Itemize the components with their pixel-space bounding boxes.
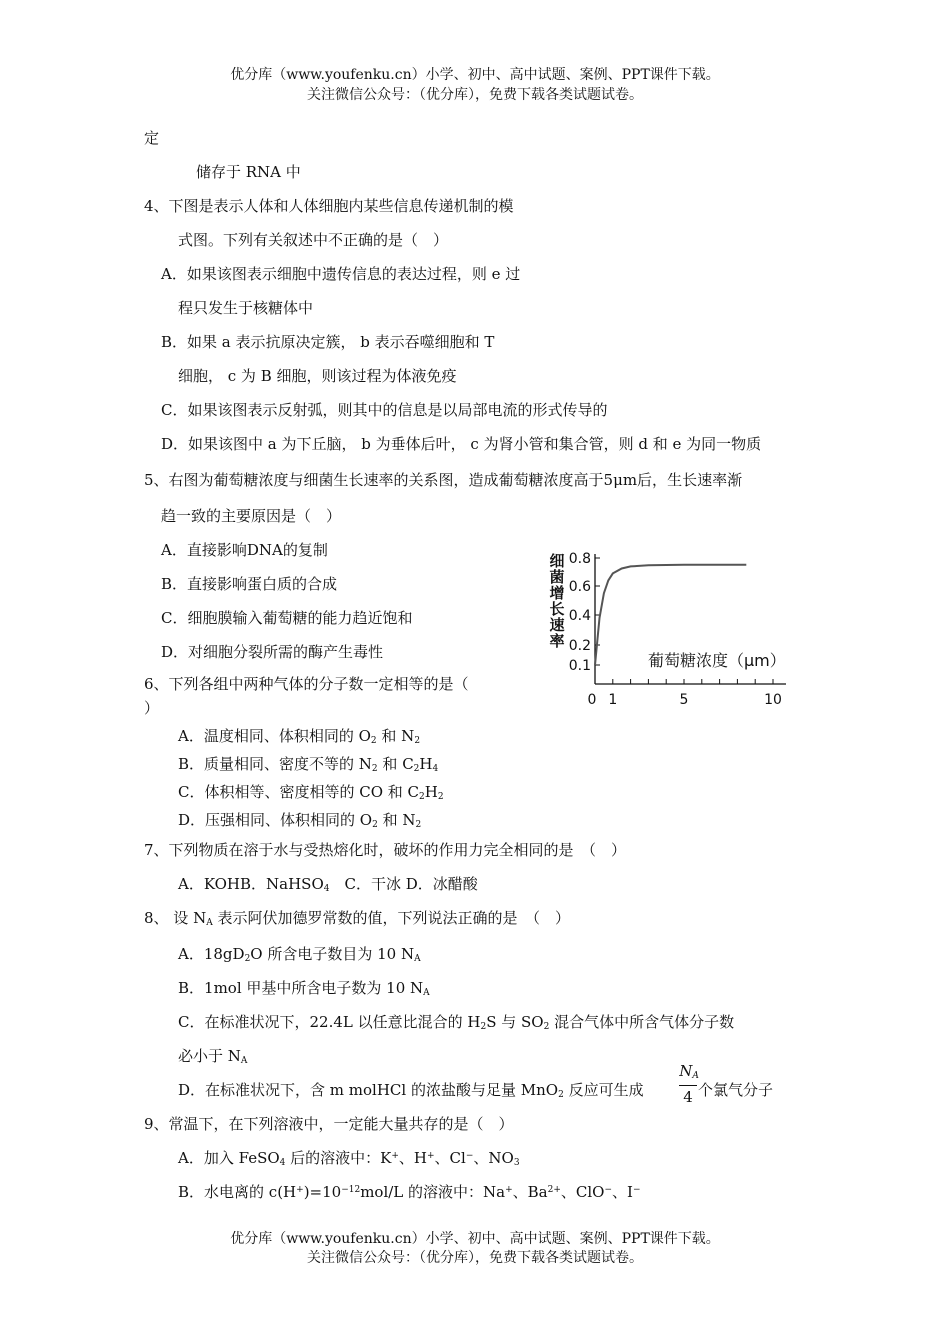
q8-option-d: D．在标准状况下，含 m molHCl 的浓盐酸与足量 MnO$_2$ 反应可生成 [178, 1081, 644, 1100]
q6-stem-line-2: ） [144, 699, 160, 717]
y-axis-label-char: 长 [549, 600, 565, 618]
y-tick-label: 0.4 [568, 608, 591, 624]
q6-option-d: D．压强相同、体积相同的 $O_2$ 和 $N_2$ [178, 811, 422, 830]
carry-line-2: 储存于 RNA 中 [196, 163, 301, 181]
q6-option-a: A．温度相同、体积相同的 $O_2$ 和 $N_2$ [178, 727, 421, 746]
q8-option-c-line-2: 必小于 $N_A$ [178, 1047, 248, 1066]
y-axis-label-char: 率 [549, 632, 565, 650]
q4-stem-line-2: 式图。下列有关叙述中不正确的是（ ） [178, 231, 449, 249]
fraction-bar [679, 1085, 697, 1086]
x-tick-label: 10 [764, 692, 782, 708]
q5-stem-line-1: 5、右图为葡萄糖浓度与细菌生长速率的关系图，造成葡萄糖浓度高于5μm后，生长速率渐 [144, 471, 743, 489]
growth-curve-series [595, 565, 746, 665]
q4-option-c: C．如果该图表示反射弧，则其中的信息是以局部电流的形式传导的 [161, 401, 608, 419]
y-axis-label-char: 速 [549, 616, 565, 634]
q8-option-d-tail: 个氯气分子 [698, 1081, 774, 1099]
y-tick-label: 0.8 [568, 551, 591, 567]
x-axis-label: 葡萄糖浓度（μm） [648, 651, 786, 670]
q8-stem: 8、 设 $N_A$ 表示阿伏加德罗常数的值，下列说法正确的是 （ ） [144, 909, 570, 928]
carry-line-1: 定 [144, 129, 160, 147]
q4-stem-line-1: 4、下图是表示人体和人体细胞内某些信息传递机制的模 [144, 197, 514, 215]
q5-stem-line-2: 趋一致的主要原因是（ ） [161, 507, 342, 525]
y-tick-label: 0.1 [568, 658, 591, 674]
y-axis-label-char: 增 [549, 584, 565, 602]
q4-option-a-line-1: A．如果该图表示细胞中遗传信息的表达过程，则 e 过 [161, 265, 521, 283]
q6-option-b: B．质量相同、密度不等的 $N_2$ 和 $C_2H_4$ [178, 755, 439, 774]
q5-option-c: C．细胞膜输入葡萄糖的能力趋近饱和 [161, 609, 413, 627]
q6-stem-line-1: 6、下列各组中两种气体的分子数一定相等的是（ [144, 675, 469, 693]
x-tick-label: 5 [679, 692, 689, 708]
q9-stem: 9、常温下，在下列溶液中，一定能大量共存的是（ ） [144, 1115, 514, 1133]
y-tick-label: 0.6 [568, 579, 591, 595]
x-tick-label: 1 [608, 692, 618, 708]
q8-option-a: A．$18gD_2O$ 所含电子数目为 10 $N_A$ [178, 945, 421, 964]
q8-option-b: B．1mol 甲基中所含电子数为 10 $N_A$ [178, 979, 430, 998]
page-header-line-1: 优分库（www.youfenku.cn）小学、初中、高中试题、案例、PPT课件下载。 [230, 67, 720, 83]
q4-option-b-line-2: 细胞， c 为 B 细胞，则该过程为体液免疫 [178, 367, 457, 385]
q4-option-a-line-2: 程只发生于核糖体中 [178, 299, 314, 317]
y-tick-label: 0.2 [568, 638, 591, 654]
q7-stem: 7、下列物质在溶于水与受热熔化时，破坏的作用力完全相同的是 （ ） [144, 841, 627, 859]
q9-option-a: A．加入 FeSO$_4$ 后的溶液中：K+、H+、Cl−、$NO_3$ [178, 1149, 520, 1168]
y-axis-label-char: 细 [549, 552, 565, 570]
fraction-denominator: 4 [683, 1088, 693, 1106]
q4-option-b-line-1: B．如果 a 表示抗原决定簇， b 表示吞噬细胞和 T [161, 333, 495, 351]
q6-option-c: C．体积相等、密度相等的 CO 和 $C_2H_2$ [178, 783, 444, 802]
q9-option-b: B．水电离的 $c(H^+)=10^{-12}mol/L$ 的溶液中：Na+、$Ba^{2+}$、ClO−、I− [178, 1183, 641, 1201]
q8-option-c-line-1: C．在标准状况下，22.4L 以任意比混合的 $H_2S$ 与 $SO_2$ 混合气体中所含气体分子数 [178, 1013, 735, 1032]
fraction-numerator: $N_A$ [679, 1062, 699, 1081]
q5-option-d: D．对细胞分裂所需的酶产生毒性 [161, 643, 384, 661]
page-footer-line-1: 优分库（www.youfenku.cn）小学、初中、高中试题、案例、PPT课件下载。 [230, 1231, 720, 1247]
growth-rate-chart [540, 542, 810, 712]
q7-options: A．KOHB．NaHSO$_4$ C．干冰 D．冰醋酸 [178, 875, 478, 894]
q4-option-d: D．如果该图中 a 为下丘脑， b 为垂体后叶， c 为肾小管和集合管，则 d 和 e 为同一物质 [161, 435, 762, 453]
q5-option-b: B．直接影响蛋白质的合成 [161, 575, 338, 593]
q5-option-a: A．直接影响DNA的复制 [161, 541, 328, 559]
x-tick-label: 0 [587, 692, 597, 708]
y-axis-label-char: 菌 [549, 568, 565, 586]
page-header-line-2: 关注微信公众号：（优分库），免费下载各类试题试卷。 [307, 87, 643, 103]
page-footer-line-2: 关注微信公众号：（优分库），免费下载各类试题试卷。 [307, 1250, 643, 1266]
